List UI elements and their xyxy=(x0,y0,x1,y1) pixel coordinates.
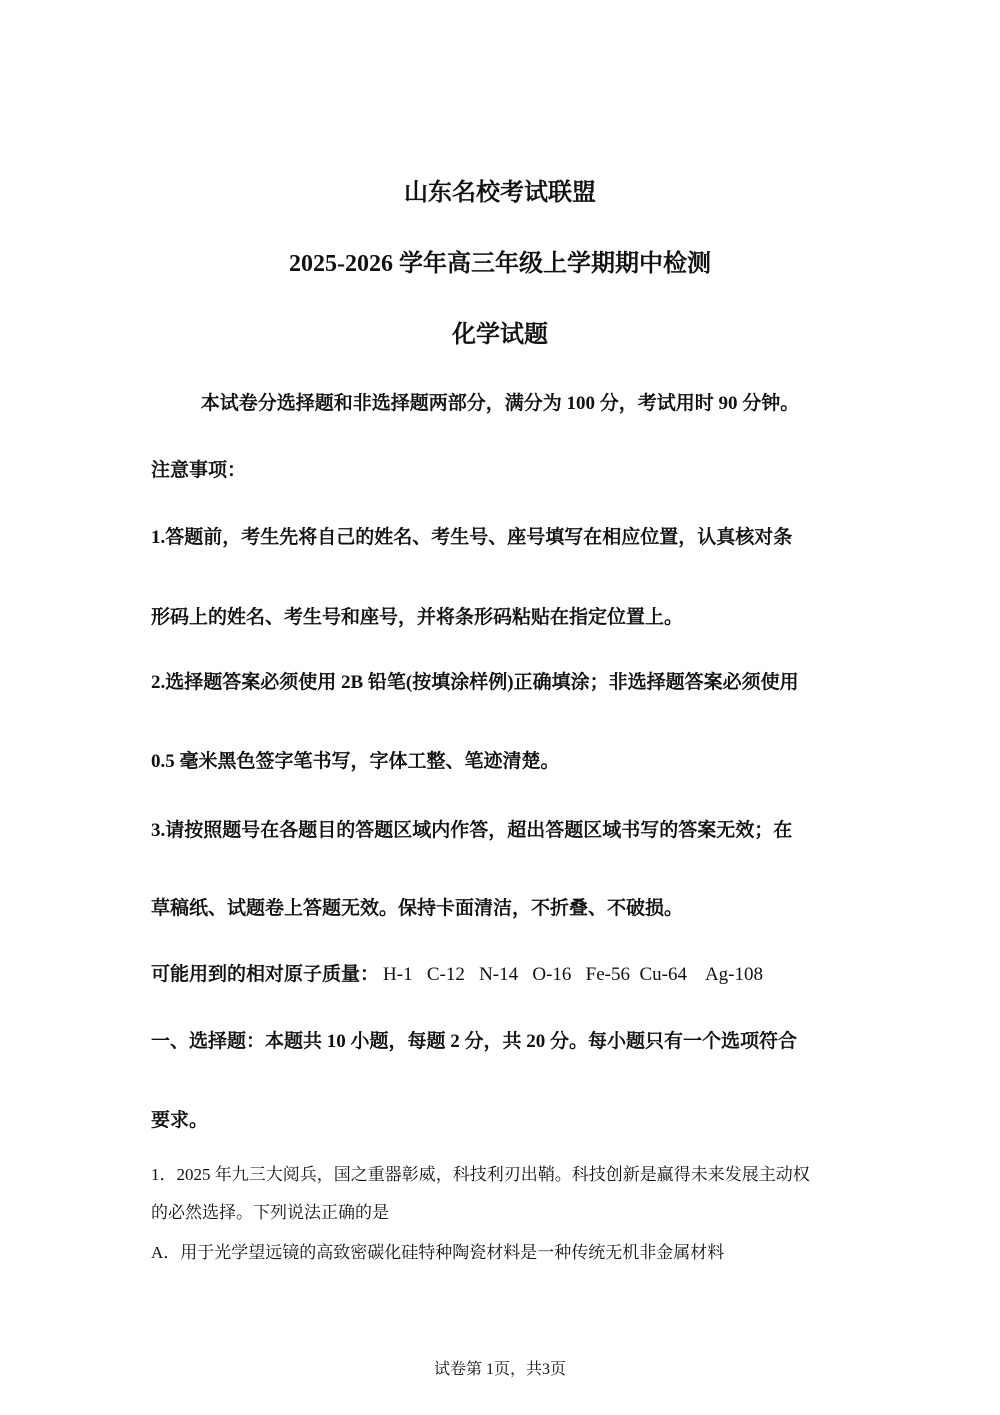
notes-line: 1.答题前，考生先将自己的姓名、考生号、座号填写在相应位置，认真核对条 xyxy=(151,527,793,548)
notes-line: 2.选择题答案必须使用 2B 铅笔(按填涂样例)正确填涂；非选择题答案必须使用 xyxy=(151,672,799,693)
notes-line: 3.请按照题号在各题目的答题区域内作答，超出答题区域书写的答案无效；在 xyxy=(151,820,793,841)
atomic-masses-values: H-1 C-12 N-14 O-16 Fe-56 Cu-64 Ag-108 xyxy=(383,964,763,985)
question-stem: 的必然选择。下列说法正确的是 xyxy=(151,1203,389,1222)
notes-heading: 注意事项： xyxy=(151,460,247,481)
question-stem: 1．2025 年九三大阅兵，国之重器彰威，科技利刃出鞘。科技创新是赢得未来发展主动权 xyxy=(151,1165,810,1184)
notes-line: 草稿纸、试题卷上答题无效。保持卡面清洁，不折叠、不破损。 xyxy=(151,898,684,919)
notes-line: 0.5 毫米黑色签字笔书写，字体工整、笔迹清楚。 xyxy=(151,751,560,772)
subject-title: 化学试题 xyxy=(452,322,548,348)
question-option-a: A．用于光学望远镜的高致密碳化硅特种陶瓷材料是一种传统无机非金属材料 xyxy=(151,1243,725,1262)
section-heading: 一、选择题：本题共 10 小题，每题 2 分，共 20 分。每小题只有一个选项符合 xyxy=(151,1031,798,1052)
exam-org-title: 山东名校考试联盟 xyxy=(404,180,596,206)
atomic-masses-row xyxy=(151,959,763,986)
section-heading: 要求。 xyxy=(151,1110,209,1131)
exam-intro: 本试卷分选择题和非选择题两部分，满分为 100 分，考试用时 90 分钟。 xyxy=(200,393,800,414)
notes-line: 形码上的姓名、考生号和座号，并将条形码粘贴在指定位置上。 xyxy=(151,607,684,628)
atomic-masses-label: 可能用到的相对原子质量： xyxy=(151,964,380,985)
exam-term-title: 2025-2026 学年高三年级上学期期中检测 xyxy=(289,251,711,277)
page-footer: 试卷第 1页，共3页 xyxy=(433,1361,566,1378)
